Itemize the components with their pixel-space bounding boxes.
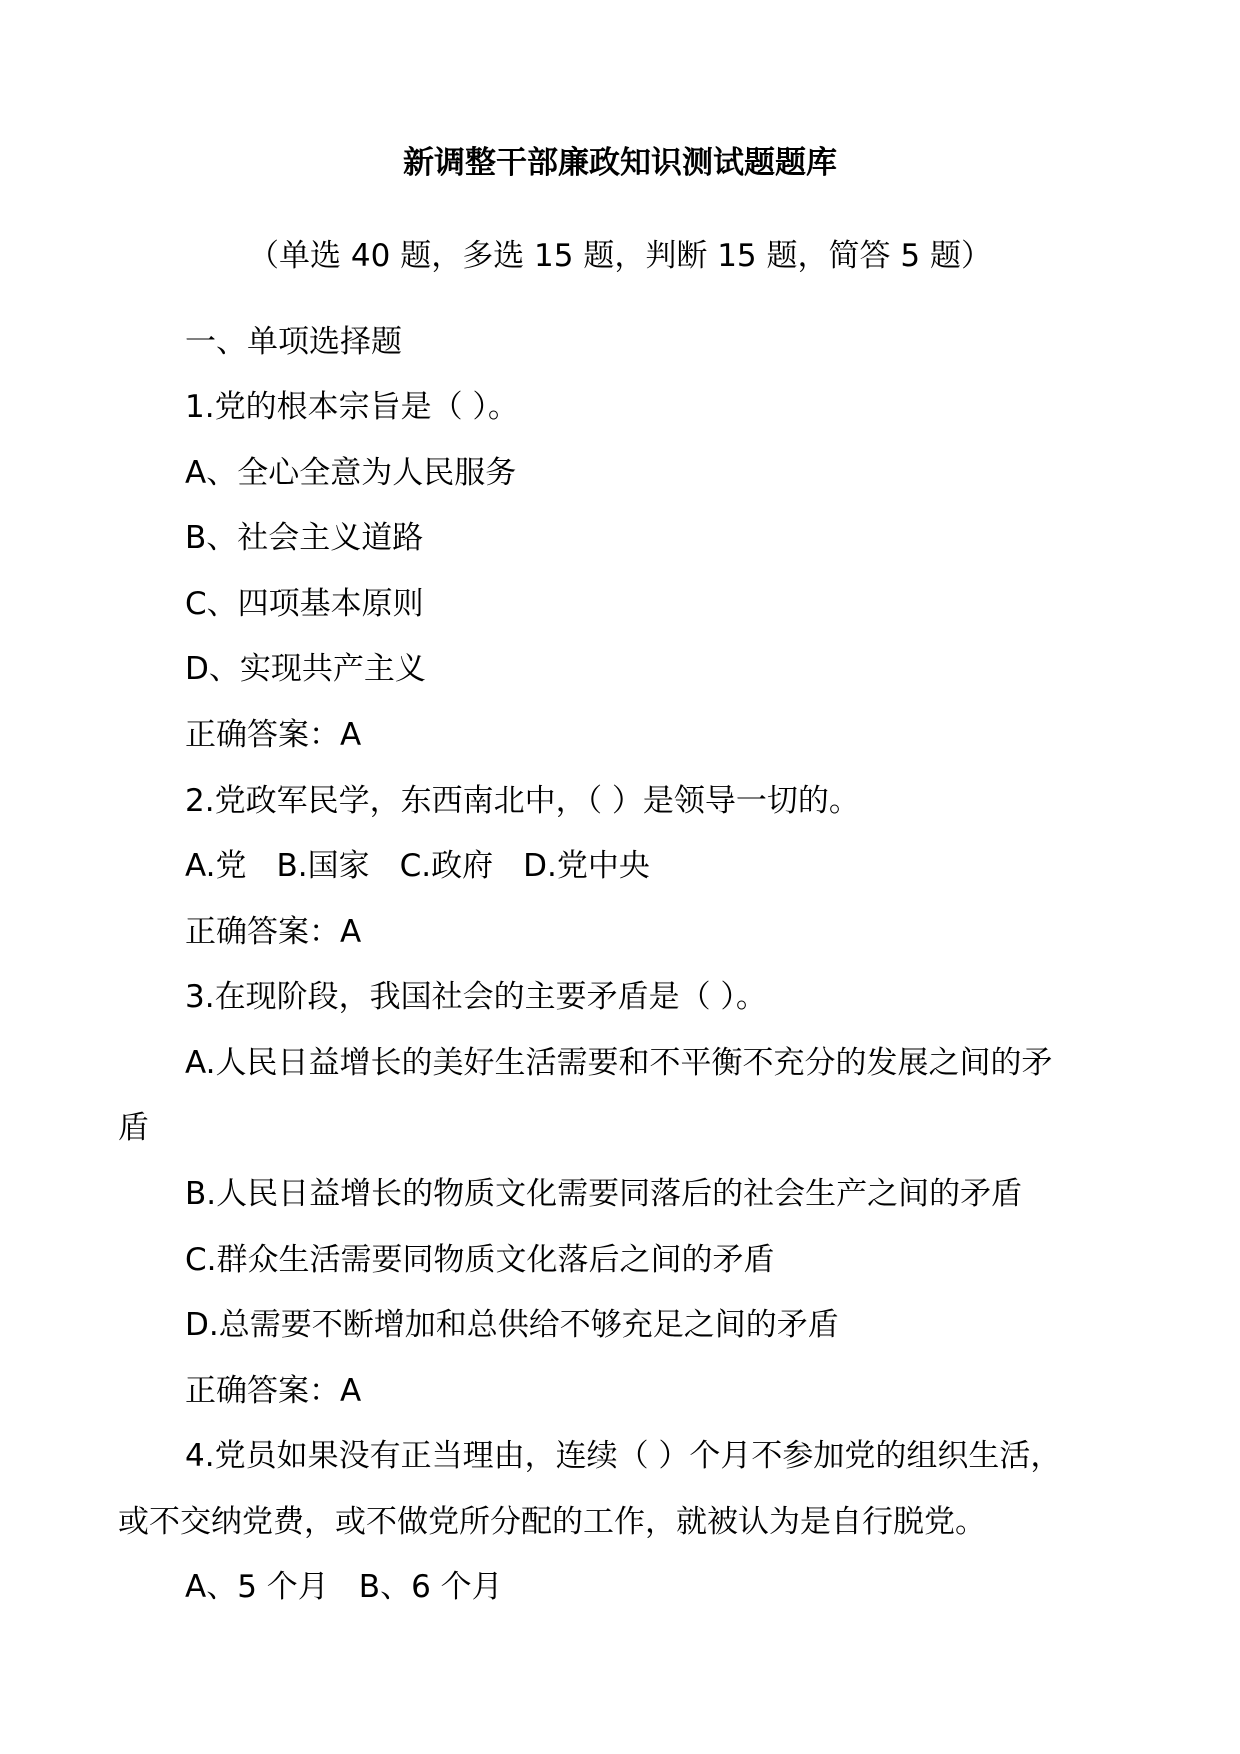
question-2-stem: 2.党政军民学，东西南北中，（ ）是领导一切的。 xyxy=(185,783,860,819)
question-1-option-a: A、全心全意为人民服务 xyxy=(185,455,517,491)
answer-prefix: 正确答案： xyxy=(185,717,340,753)
question-3-option-a-line2: 盾 xyxy=(118,1110,149,1146)
answer-value: A xyxy=(340,717,362,753)
question-3-option-d: D.总需要不断增加和总供给不够充足之间的矛盾 xyxy=(185,1307,839,1343)
section-heading: 一、单项选择题 xyxy=(185,324,402,360)
question-2-answer xyxy=(185,912,361,952)
question-1-stem: 1.党的根本宗旨是（ ）。 xyxy=(185,389,519,425)
answer-prefix: 正确答案： xyxy=(185,1373,340,1409)
question-4-option-a: A、5 个月 xyxy=(185,1569,329,1605)
question-3-answer xyxy=(185,1371,361,1411)
question-4-option-b: B、6 个月 xyxy=(358,1569,503,1605)
question-3-option-c: C.群众生活需要同物质文化落后之间的矛盾 xyxy=(185,1242,775,1278)
question-4-stem-line2: 或不交纳党费，或不做党所分配的工作，就被认为是自行脱党。 xyxy=(118,1504,986,1540)
question-2-options xyxy=(185,846,650,886)
question-1-option-b: B、社会主义道路 xyxy=(185,520,424,556)
question-1-answer xyxy=(185,715,361,755)
document-subtitle: （单选 40 题，多选 15 题，判断 15 题，简答 5 题） xyxy=(248,238,992,274)
question-3-option-a-line1: A.人民日益增长的美好生活需要和不平衡不充分的发展之间的矛 xyxy=(185,1045,1053,1081)
question-3-option-b: B.人民日益增长的物质文化需要同落后的社会生产之间的矛盾 xyxy=(185,1176,1023,1212)
question-1-option-c: C、四项基本原则 xyxy=(185,586,424,622)
answer-value: A xyxy=(340,1373,362,1409)
question-3-stem: 3.在现阶段，我国社会的主要矛盾是（ ）。 xyxy=(185,979,767,1015)
question-2-option-c: C.政府 xyxy=(399,848,494,884)
question-1-option-d: D、实现共产主义 xyxy=(185,651,426,687)
question-2-option-a: A.党 xyxy=(185,848,247,884)
question-4-options xyxy=(185,1567,503,1607)
question-2-option-d: D.党中央 xyxy=(523,848,650,884)
answer-value: A xyxy=(340,914,362,950)
question-2-option-b: B.国家 xyxy=(276,848,370,884)
answer-prefix: 正确答案： xyxy=(185,914,340,950)
document-title: 新调整干部廉政知识测试题题库 xyxy=(403,145,837,181)
question-4-stem-line1: 4.党员如果没有正当理由，连续（ ）个月不参加党的组织生活， xyxy=(185,1438,1062,1474)
